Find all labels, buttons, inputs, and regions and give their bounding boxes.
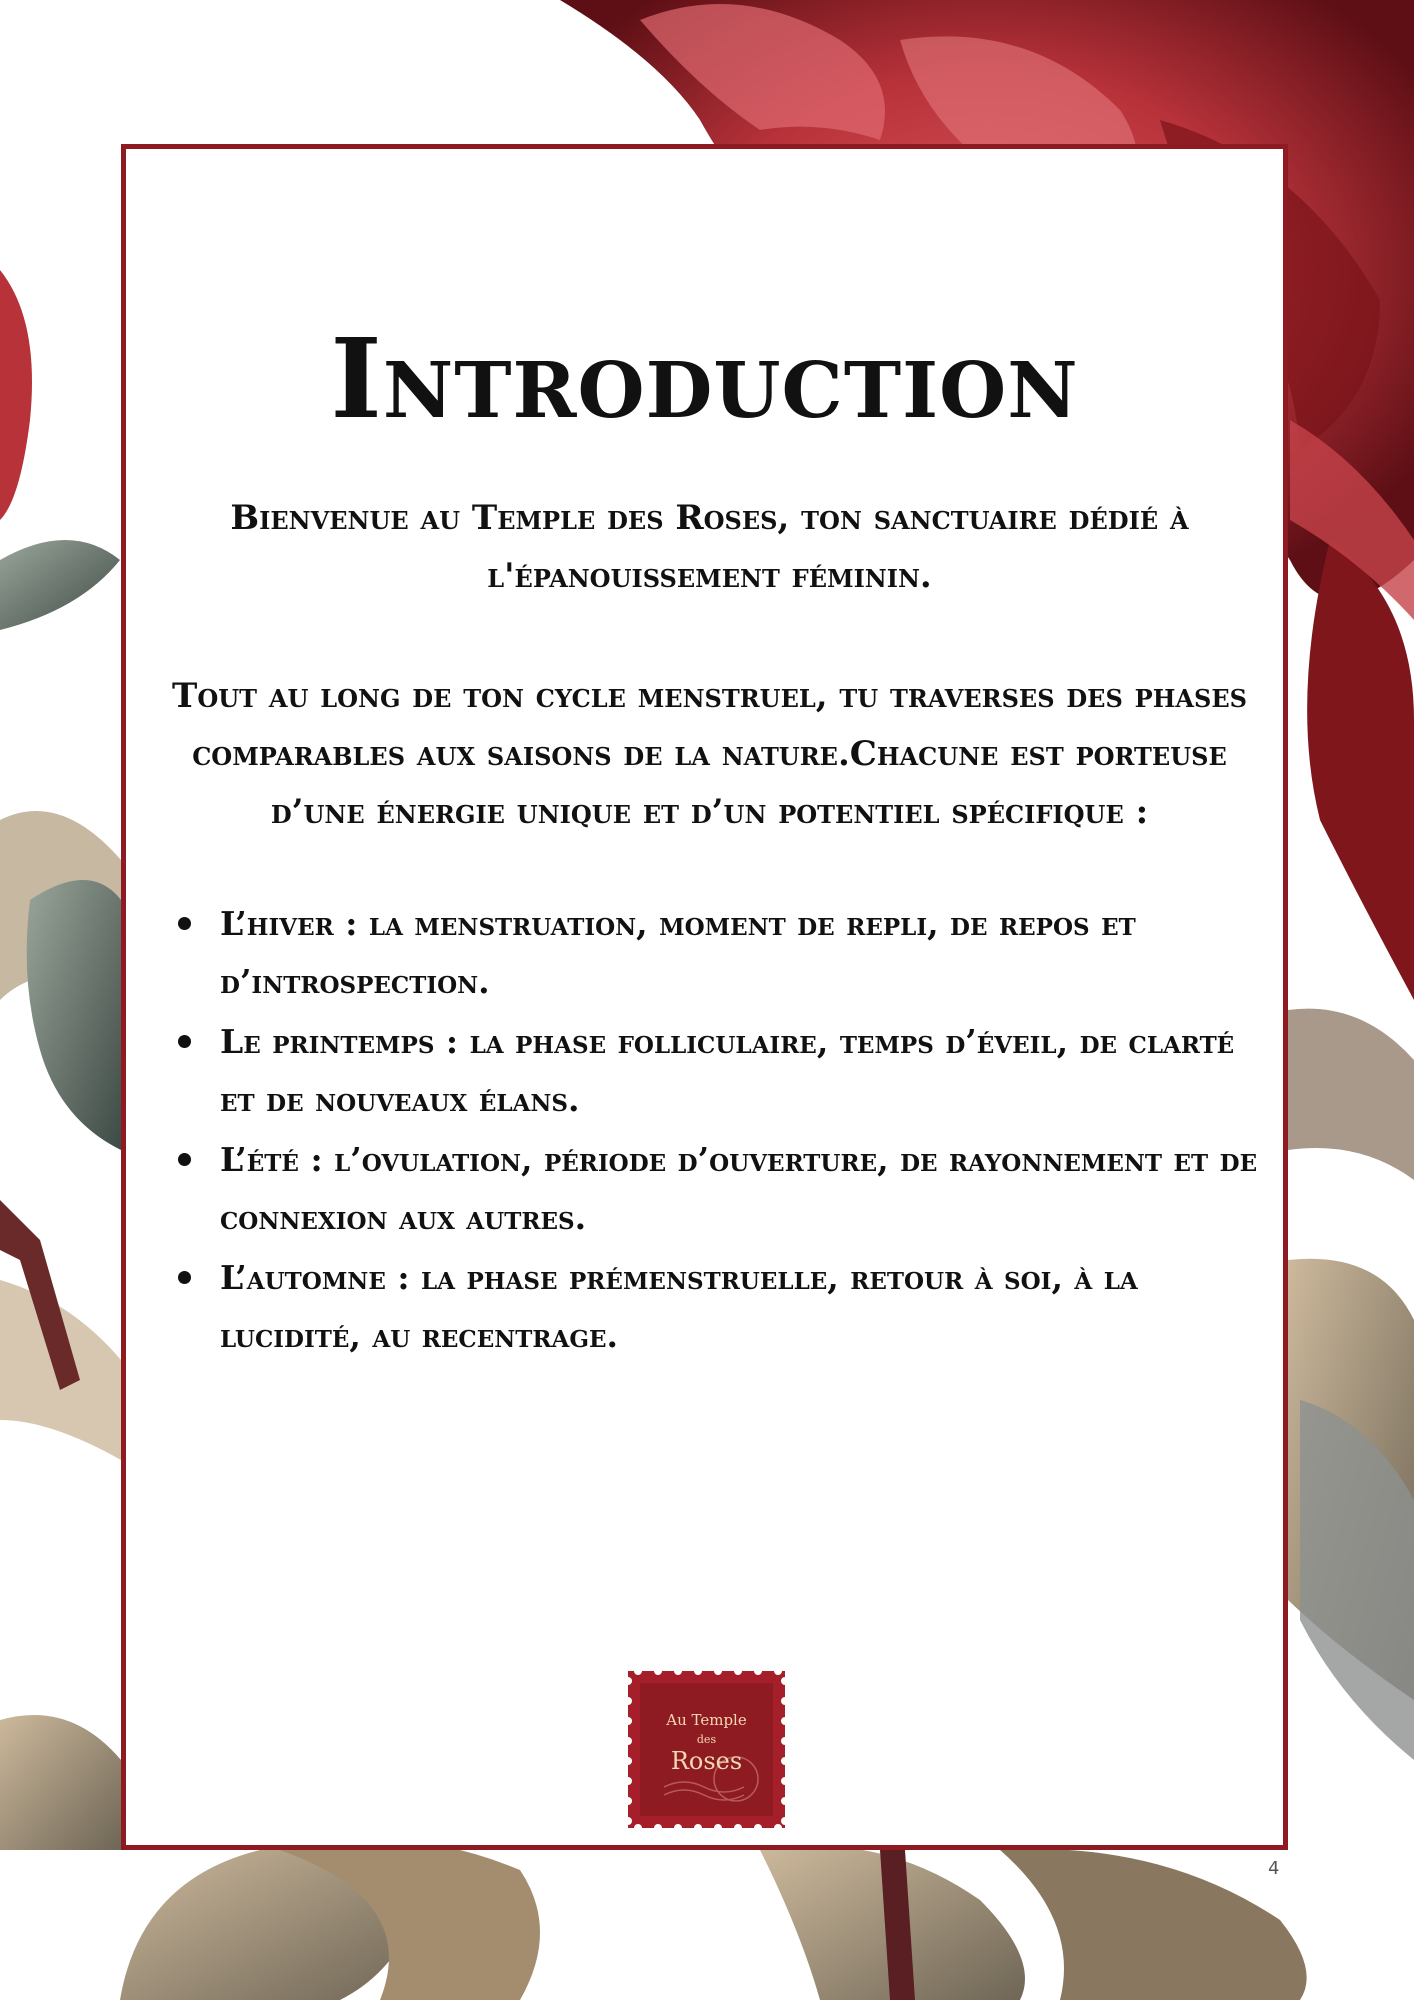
page-number: 4 [1268, 1858, 1280, 1879]
stamp-line-3: Roses [670, 1747, 743, 1775]
leaves-left [0, 540, 121, 1850]
bullet-icon [178, 1271, 191, 1284]
stamp-line-1: Au Temple [666, 1711, 747, 1729]
season-text: Le printemps : la phase folliculaire, temps d’éveil, de clarté et de nouveaux élans. [220, 1022, 1235, 1119]
leaves-right [1288, 1009, 1414, 1760]
temple-des-roses-stamp-logo [624, 1667, 789, 1832]
intro-paragraph: Bienvenue au Temple des Roses, ton sanctuaire dédié à l'épanouissement féminin. [230, 498, 1189, 596]
season-text: L’été : l’ovulation, période d’ouverture, de rayonnement et de connexion aux autres. [220, 1140, 1258, 1237]
season-item-summer [174, 1131, 1264, 1247]
rose-bud-left [0, 270, 32, 520]
season-item-autumn [174, 1249, 1264, 1365]
season-text: L’automne : la phase prémenstruelle, retour à soi, à la lucidité, au recentrage. [220, 1258, 1138, 1355]
seasons-list [174, 895, 1264, 1367]
season-item-winter [174, 895, 1264, 1011]
content-card [121, 144, 1288, 1850]
season-text: L’hiver : la menstruation, moment de repli, de repos et d’introspection. [220, 904, 1136, 1001]
stamp-line-2: des [696, 1733, 717, 1746]
cycle-paragraph: Tout au long de ton cycle menstruel, tu traverses des phases comparables aux saisons de la nature.Chacune est porteuse d’une énergie unique et d’un potentiel spécifique : [172, 676, 1247, 832]
bullet-icon [178, 1153, 191, 1166]
page-title: Introduction [330, 314, 1079, 443]
leaves-bottom [120, 1839, 1307, 2000]
bullet-icon [178, 1035, 191, 1048]
bullet-icon [178, 917, 191, 930]
season-item-spring [174, 1013, 1264, 1129]
